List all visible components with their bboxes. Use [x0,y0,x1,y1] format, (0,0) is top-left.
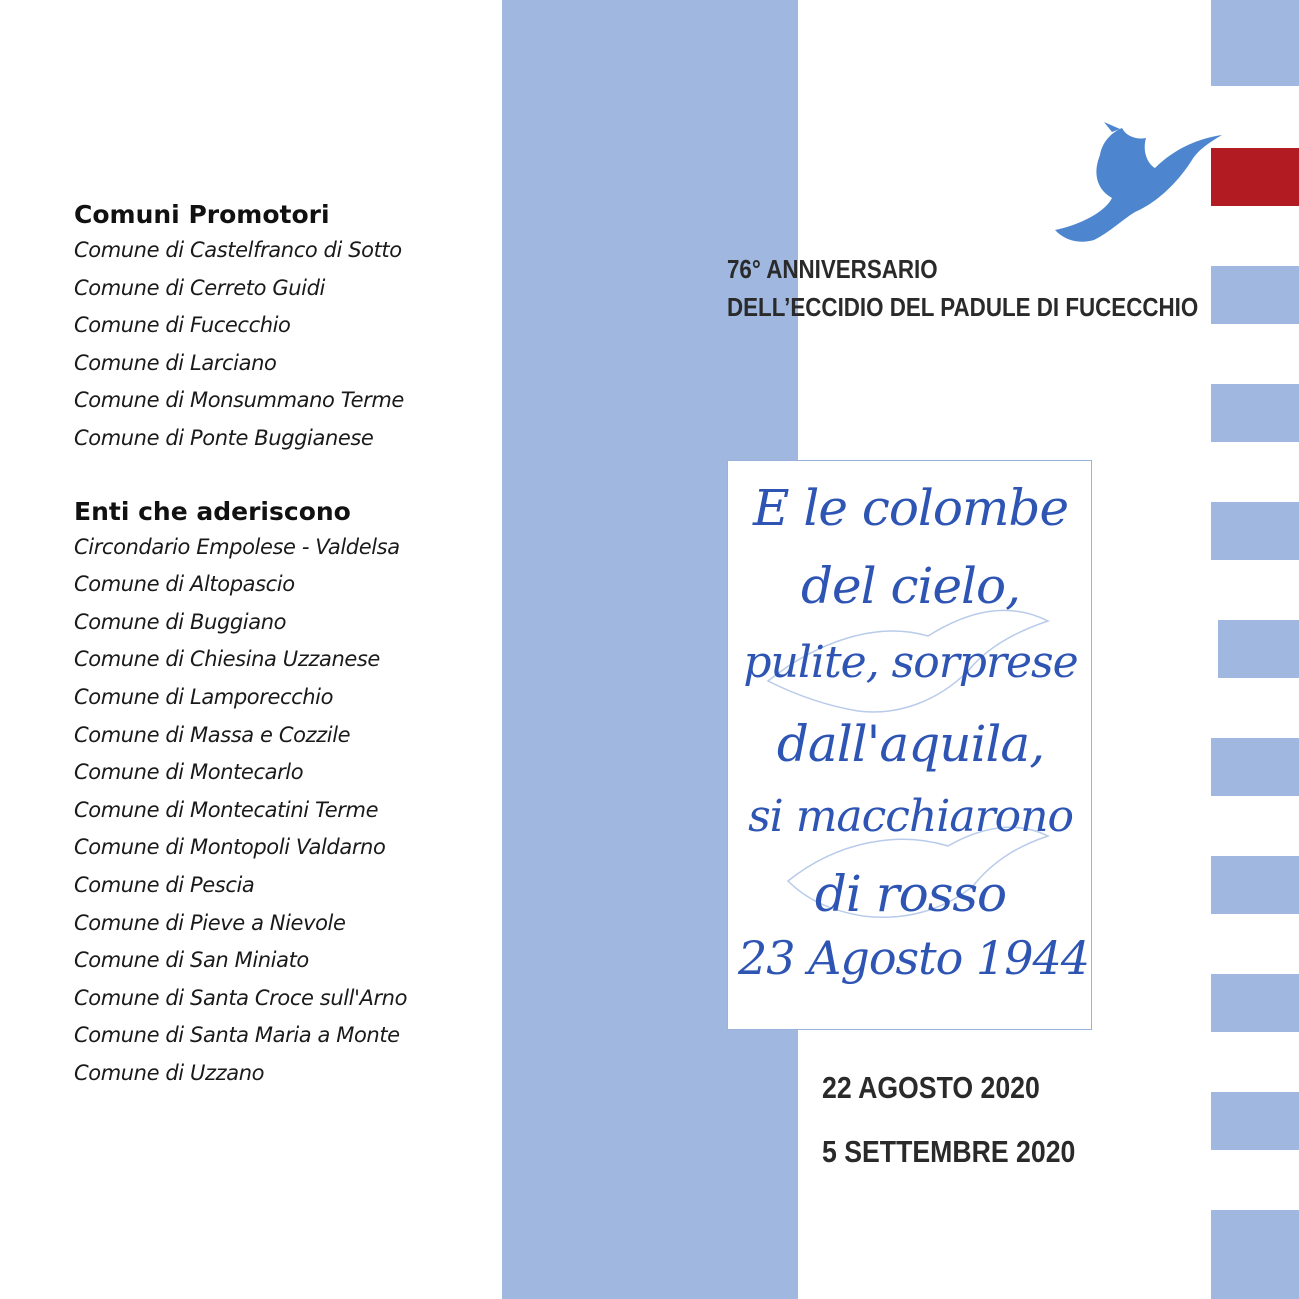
stripe [1211,738,1299,796]
list-item: Comune di Buggiano [74,609,287,634]
stripe [1211,502,1299,560]
poem-line: E le colombe [752,479,1069,537]
adherents-heading: Enti che aderiscono [74,496,351,526]
title-line-1: 76° ANNIVERSARIO [727,254,938,284]
poem-line: 23 Agosto 1944 [738,931,1089,985]
stripe [1218,620,1299,678]
event-dates [822,1064,1075,1192]
list-item: Comune di Pieve a Nievole [74,910,346,935]
list-item: Comune di Montecatini Terme [74,797,379,822]
dove-icon [1050,120,1230,250]
list-item: Comune di Santa Maria a Monte [74,1023,400,1048]
list-item: Comune di Pescia [74,872,255,897]
list-item: Comune di Montecarlo [74,760,304,785]
poem-line: di rosso [814,865,1007,923]
stripe [1211,384,1299,442]
list-item: Comune di Chiesina Uzzanese [74,647,380,672]
list-item: Comune di Uzzano [74,1060,265,1085]
list-item: Comune di San Miniato [74,948,309,973]
event-title [727,250,1199,326]
date-1: 22 AGOSTO 2020 [822,1070,1040,1105]
list-item: Comune di Castelfranco di Sotto [74,238,402,262]
list-item: Comune di Santa Croce sull'Arno [74,985,408,1010]
poem-line: dall'aquila, [776,715,1045,773]
date-2: 5 SETTEMBRE 2020 [822,1134,1076,1169]
list-item: Comune di Massa e Cozzile [74,722,351,747]
stripe [1211,974,1299,1032]
list-item: Comune di Lamporecchio [74,684,334,709]
poem-line: del cielo, [800,557,1021,615]
list-item: Comune di Fucecchio [74,313,291,338]
title-line-2: DELL’ECCIDIO DEL PADULE DI FUCECCHIO [727,292,1199,322]
list-item: Comune di Montopoli Valdarno [74,835,386,860]
adherents-list [74,529,494,1093]
stripe [1211,856,1299,914]
list-item: Comune di Monsummano Terme [74,388,404,413]
stripe [1211,266,1299,324]
list-item: Comune di Altopascio [74,572,295,597]
promoters-heading: Comuni Promotori [74,200,330,229]
list-item: Comune di Larciano [74,350,277,375]
organizers-column [74,198,494,1092]
stripe [1211,0,1299,86]
stripe [1211,1210,1299,1299]
stripe [1211,1092,1299,1150]
list-item: Comune di Cerreto Guidi [74,275,325,300]
poem-line: si macchiarono [748,791,1073,842]
poem-line: pulite, sorprese [743,637,1078,688]
list-item: Circondario Empolese - Valdelsa [74,534,400,559]
list-item: Comune di Ponte Buggianese [74,425,374,450]
promoters-list [74,232,494,458]
poem-panel [727,460,1092,1030]
